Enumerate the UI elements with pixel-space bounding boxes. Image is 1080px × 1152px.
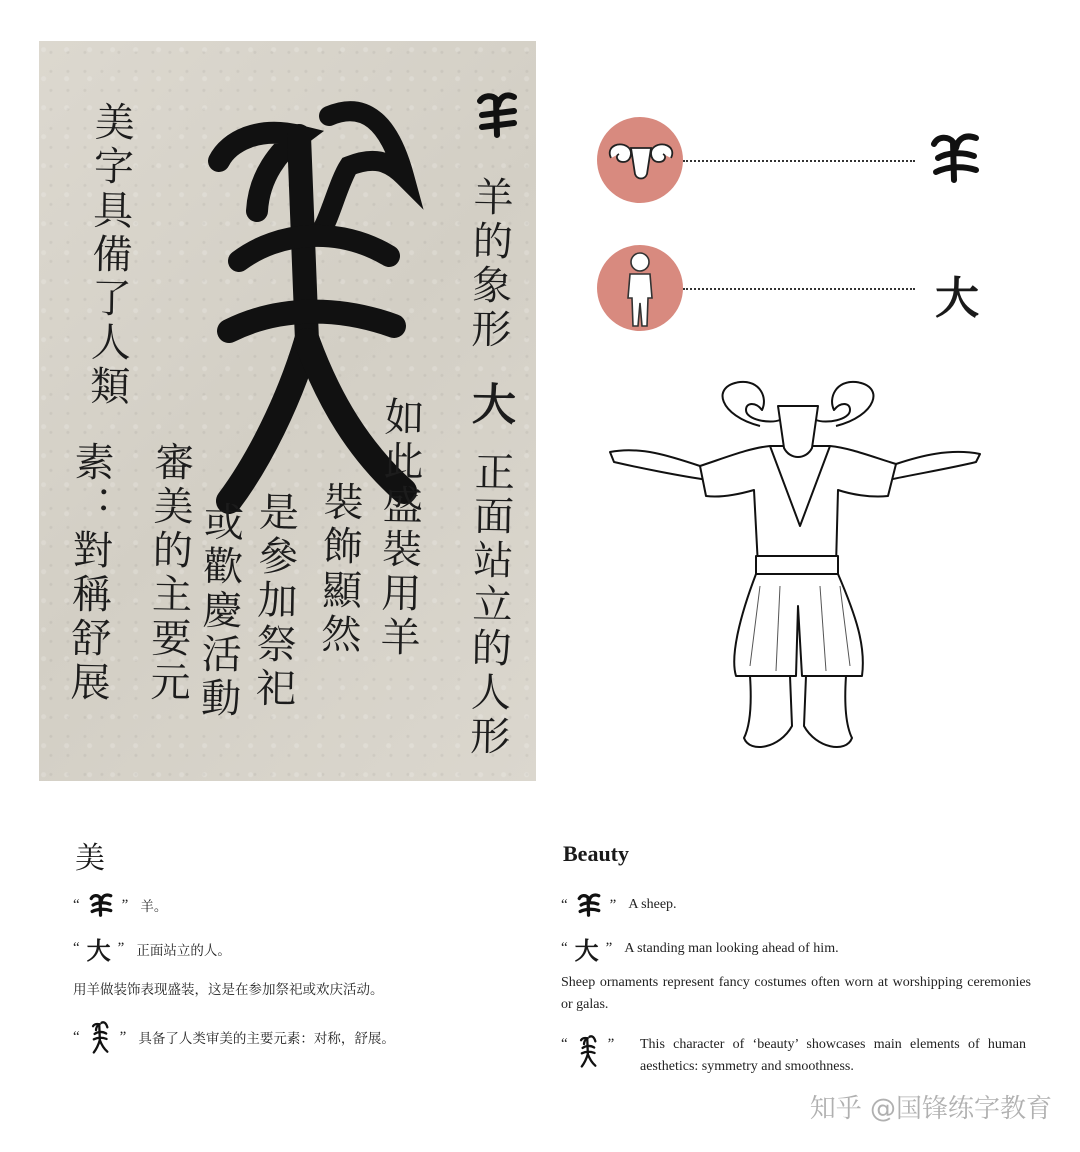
english-line-sheep [561, 892, 677, 918]
ram-head-icon [603, 138, 679, 184]
watermark: 知乎 @国锋练字教育 [809, 1094, 1052, 1124]
mei-glyph-icon [87, 1020, 113, 1054]
close-quote: ” [121, 896, 129, 913]
calligraphy-column-6: 裝飾顯然 [314, 480, 364, 658]
dotted-connector-top [683, 160, 915, 162]
close-quote: ” [609, 896, 617, 913]
english-line-2: A standing man looking ahead of him. [624, 940, 839, 956]
english-line-beauty [561, 1034, 614, 1068]
chinese-line-1: 羊。 [140, 899, 168, 915]
ram-headed-figure-illustration [600, 376, 990, 761]
chinese-line-beauty [73, 1020, 395, 1054]
calligraphy-column-1: 美字具備了人類 [83, 100, 135, 410]
calligraphy-column-2: 素：對稱舒展 [63, 440, 115, 706]
sheep-ancient-glyph-icon [928, 130, 982, 186]
english-line-3: Sheep ornaments represent fancy costumes often worn at worshipping ceremonies or galas. [561, 975, 1031, 1012]
calligraphy-da-character: 大 [463, 380, 516, 430]
dotted-connector-bottom [683, 288, 915, 290]
chinese-line-3: 用羊做装饰表现盛装，这是在参加祭祀或欢庆活动。 [73, 982, 384, 998]
open-quote: “ [561, 1036, 568, 1052]
da-glyph: 大 [935, 273, 979, 324]
close-quote: ” [605, 940, 613, 956]
da-inline-glyph: 大 [574, 936, 599, 965]
english-line-man [561, 931, 839, 966]
english-title: Beauty [563, 841, 629, 866]
small-sheep-glyph-icon [474, 89, 520, 139]
english-line-1: A sheep. [628, 897, 677, 912]
open-quote: “ [73, 1028, 80, 1045]
mei-glyph-icon [575, 1034, 601, 1068]
chinese-line-2: 正面站立的人。 [136, 942, 231, 959]
chinese-line-man [73, 931, 231, 966]
calligraphy-column-9: 羊的象形 [464, 175, 514, 353]
calligraphy-column-3: 審美的主要元 [143, 440, 195, 706]
calligraphy-column-4: 或歡慶活動 [194, 500, 244, 722]
calligraphy-column-5: 是參加祭祀 [249, 490, 299, 712]
chinese-line-4: 具备了人类审美的主要元素：对称，舒展。 [138, 1031, 395, 1047]
chinese-title: 美 [75, 841, 105, 876]
open-quote: “ [73, 940, 80, 956]
chinese-line-sheep [73, 892, 167, 918]
open-quote: “ [561, 940, 568, 956]
open-quote: “ [561, 896, 568, 913]
english-line-4: This character of ‘beauty’ showcases main elements of human aesthetics: symmetry and smoothness. [640, 1037, 1026, 1074]
calligraphy-artwork [39, 41, 536, 781]
person-icon [620, 248, 660, 328]
close-quote: ” [117, 940, 125, 956]
open-quote: “ [73, 896, 80, 913]
sheep-glyph-icon [575, 892, 603, 918]
calligraphy-column-8: 正面站立的人形 [463, 450, 515, 760]
da-inline-glyph: 大 [86, 936, 111, 965]
calligraphy-column-7: 如此盛裝用羊 [373, 395, 425, 661]
sheep-glyph-icon [87, 892, 115, 918]
close-quote: ” [119, 1028, 127, 1045]
close-quote: ” [607, 1036, 615, 1052]
